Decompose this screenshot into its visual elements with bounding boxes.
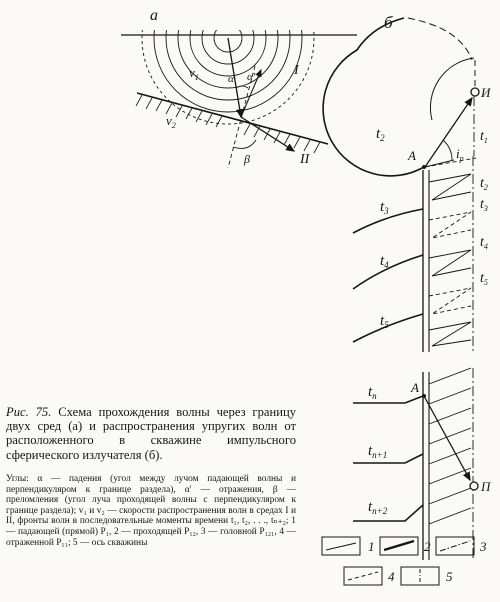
t2-left-label: $t_2$ [376, 126, 385, 143]
point-a-label: A [408, 148, 416, 163]
t3-left-label: $t_3$ [380, 199, 389, 216]
figure-notes: Углы: α — падения (угол между лучом падающей волны и перпендикуляром к границе раздела), α′ — отражения, β — преломления (угол луча проходящей волны с перпендикуляром к границе раздела); v₁ и v₂ — скорости распространения волн в средах I и II, фронты волн в последовательные моменты времени t₁, t₂, . . ., tₙ₊₂; 1 — падающей (прямой) P₁, 2 — проходящей P₁₂, 3 — головной P₁₂₁, 4 — отраженной P₁₁; 5 — ось скважины [6, 474, 296, 548]
angle-alpha-arc [236, 86, 248, 88]
figure-title: Схема прохождения волны через границу двух сред (а) и распространения упругих волн от расположенного в скважине импульсного сферического излучателя (б). [6, 405, 296, 462]
velocity-v2: $v_2$ [166, 113, 176, 130]
diagram-b-label: б [384, 13, 393, 32]
angle-alpha: α [228, 73, 234, 85]
legend-key-2: 2 [424, 539, 431, 554]
angle-beta-arc [233, 140, 256, 148]
t5-left-label: $t_5$ [380, 313, 389, 330]
front-tn2 [353, 505, 423, 521]
figure-number: Рис. 75. [6, 405, 52, 419]
t4-right-label: $t_4$ [480, 235, 488, 251]
receiver-label: П [481, 479, 491, 494]
ray-a-to-source [425, 98, 472, 167]
angle-alpha-prime: α′ [247, 71, 256, 83]
front-t1-arc [430, 58, 474, 120]
reflected-zigzag [429, 174, 471, 346]
t3-right-label: $t_3$ [480, 197, 488, 213]
point-a [422, 165, 426, 169]
t5-right-label: $t_5$ [480, 271, 488, 287]
receiver-point [470, 482, 478, 490]
tn2-label: $t_{n+2}$ [368, 499, 388, 516]
point-a-lower [422, 394, 426, 398]
head-wave-dash [425, 158, 476, 167]
legend [322, 537, 487, 585]
point-a-lower-label: A [411, 380, 419, 395]
source-point [471, 88, 479, 96]
legend-key-3: 3 [480, 539, 487, 554]
source-label: И [481, 85, 491, 100]
diagram-a-label: а [150, 7, 158, 24]
tn-label: $t_n$ [368, 384, 377, 401]
tn1-label: $t_{n+1}$ [368, 443, 388, 460]
diagram-b [323, 13, 492, 560]
legend-item-1 [322, 537, 375, 555]
velocity-v1: $v_1$ [189, 65, 199, 82]
angle-ip-label: $i_p$ [456, 146, 464, 163]
angle-beta: β [244, 152, 250, 166]
angle-ip-arc [443, 140, 452, 160]
front-tn [353, 396, 423, 403]
t4-left-label: $t_4$ [380, 253, 389, 270]
legend-key-1: 1 [368, 539, 375, 554]
legend-item-2 [380, 537, 431, 555]
front-dashed-arc [408, 18, 472, 60]
figure-caption [6, 405, 296, 462]
legend-item-4 [344, 567, 395, 585]
refracted-ray [241, 117, 294, 151]
legend-key-4: 4 [388, 569, 395, 584]
medium-1-label: I [294, 63, 299, 78]
diagram-a [121, 0, 357, 168]
legend-key-5: 5 [446, 569, 453, 584]
legend-item-3 [436, 537, 487, 555]
t2-right-label: $t_2$ [480, 176, 488, 192]
t1-label: $t_1$ [480, 129, 488, 145]
front-tn1 [353, 454, 423, 463]
legend-item-5 [401, 567, 453, 585]
medium-2-label: II [300, 152, 310, 167]
ray-a-to-receiver [424, 396, 470, 480]
wavefronts [142, 0, 314, 124]
lower-hatch [429, 368, 471, 524]
